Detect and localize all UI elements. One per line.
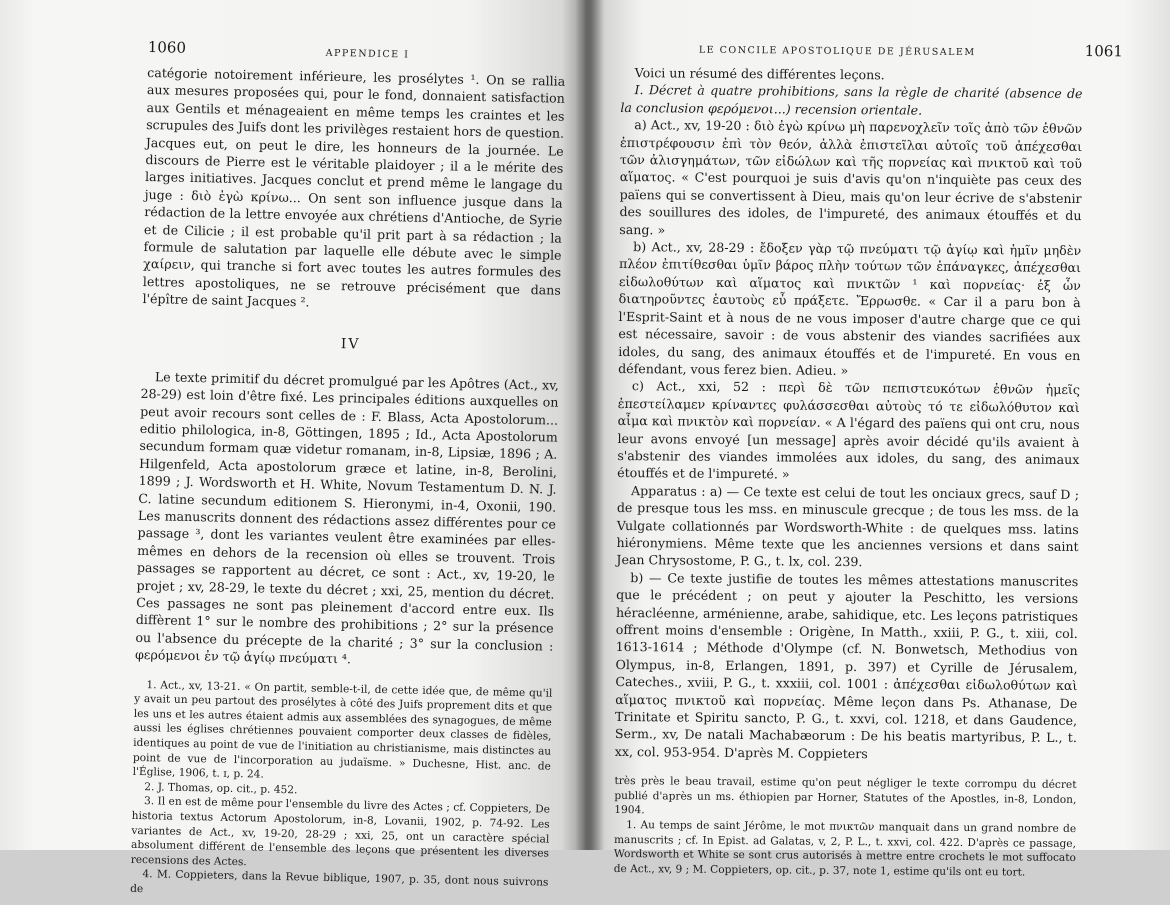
left-page (0, 0, 585, 895)
right-page-number: 1061 (1084, 42, 1123, 61)
right-running-title: LE CONCILE APOSTOLIQUE DE JÉRUSALEM (698, 44, 976, 59)
right-paragraph-a: a) Act., xv, 19-20 : διὸ ἐγὼ κρίνω μὴ παρενοχλεῖν τοῖς ἀπὸ τῶν ἐθνῶν ἐπιστρέφουσιν ἐπὶ τὸν θεόν, ἀλλὰ ἐπιστεῖλαι αὐτοῖς τοῦ ἀπέχεσθαι τῶν ἀλισγημάτων, τῶν εἰδώλων καὶ τῆς πορνείας καὶ πνικτοῦ καὶ τοῦ αἵματος. « C'est pourquoi je suis d'avis qu'on n'inquiète pas ceux des païens qui se convertissent à Dieu, mais qu'on leur écrive de s'abstenir des souillures des idoles, de l'impureté, des animaux étouffés et du sang. » (619, 117, 1083, 238)
right-footnote-1: 1. Au temps de saint Jérôme, le mot πνικτῶν manquait dans un grand nombre de manuscrits ; cf. In Epist. ad Galatas, v, 2, P. L., t. xxvi, col. 422. D'après ce passage, Wordsworth et White se sont crus autorisés à mettre entre crochets le mot suffocato de Act., xv, 9 ; M. Coppieters, op. cit., p. 37, note 1, estime qu'ils ont eu tort. (613, 819, 1077, 879)
right-page (585, 0, 1170, 879)
right-heading-1: I. Décret à quatre prohibitions, sans la règle de charité (absence de la conclusion φερόμενοι...) recension orientale. (620, 82, 1083, 118)
footnote-2: 2. J. Thomas, op. cit., p. 452. (144, 780, 298, 797)
left-page-content (130, 38, 566, 905)
right-paragraph-c: c) Act., xxi, 52 : περὶ δὲ τῶν πεπιστευκότων ἐθνῶν ἡμεῖς ἐπεστείλαμεν κρίναντες φυλάσσεσθαι αὐτοὺς τό τε εἰδωλόθυτον καὶ αἷμα καὶ πνικτὸν καὶ πορνείαν. « A l'égard des païens qui ont cru, nous leur avons envoyé [un message] après avoir décidé qu'ils avaient à s'abstenir des viandes immolées aux idoles, du sang, des animaux étouffés et de l'impureté. » (617, 378, 1081, 482)
right-apparatus-b: b) — Ce texte justifie de toutes les mêmes attestations manuscrites que le précédent ; on peut y ajouter la Peschitto, les versions héracléenne, arménienne, arabe, sahidique, etc. Les leçons patristiques offrent moins d'ensemble : Origène, In Matth., xxiii, P. G., t. xiii, col. 1613-1614 ; Méthode d'Olympe (cf. N. Bonwetsch, Methodius von Olympus, in-8, Erlangen, 1891, p. 397) et Cyrille de Jérusalem, Cateches., xviii, P. G., t. xxxiii, col. 1001 : ἀπέχεσθαι εἰδωλοθύτων καὶ αἵματος πνικτοῦ καὶ πορνείας. Même leçon dans Ps. Athanase, De Trinitate et Spiritu sancto, P. G., t. xxvi, col. 1218, et dans Gaudence, Serm., xv, De natali Machabæorum : De his beatis martyribus, P. L., t. xx, col. 953-954. D'après M. Coppieters (614, 569, 1079, 762)
right-footnotes (614, 774, 1077, 880)
left-paragraph-1: catégorie notoirement inférieure, les prosélytes ¹. On se rallia aux mesures proposées qui, pour le fond, donnaient satisfaction aux Gentils et ménageaient en même temps les craintes et les scrupules des Juifs dont les privilèges restaient hors de question. Jacques eut, on peut le dire, les honneurs de la journée. Le discours de Pierre est le véritable plaidoyer ; il a le mérite des larges initiatives. Jacques conclut et prend même le langage du juge : διὸ ἐγὼ κρίνω... On sent son influence jusque dans la rédaction de la lettre envoyée aux chrétiens d'Antioche, de Syrie et de Cilicie ; il est probable qu'il prit part à sa rédaction ; la formule de salutation par laquelle elle débute avec le simple χαίρειν, qui tranche si fort avec toutes les autres formules des lettres apostoliques, ne se retrouve précisément que dans l'épître de saint Jacques ². (142, 64, 566, 310)
right-running-head (621, 38, 1123, 68)
right-apparatus-a: Apparatus : a) — Ce texte est celui de tout les onciaux grecs, sauf D ; de presque tous les mss. en minuscule grecque ; de tous les mss. de la Vulgate collationnés par Wordsworth-White : de quelques mss. latins hiéronymiens. Même texte que les anciennes versions et dans saint Jean Chrysostome, P. G., t. lx, col. 239. (616, 482, 1080, 570)
footnote-continuation: très près le beau travail, estime qu'on peut négliger le texte corrompu du décret publié d'après un ms. éthiopien par Horner, Statutes of the Apostles, in-8, London, 1904. (614, 775, 1077, 817)
left-paragraph-2: Le texte primitif du décret promulgué par les Apôtres (Act., xv, 28-29) est loin d'être fixé. Les principales éditions auxquelles on peut avoir recours sont celles de : F. Blass, Acta Apostolorum... editio philologica, in-8, Göttingen, 1895 ; Id., Acta Apostolorum secundum formam quæ videtur romanam, in-8, Lipsiæ, 1896 ; A. Hilgenfeld, Acta apostolorum græce et latine, in-8, Berolini, 1899 ; J. Wordsworth et H. White, Novum Testamentum D. N. J. C. latine secundum editionem S. Hieronymi, in-4, Oxonii, 190. Les manuscrits donnent des rédactions assez différentes pour ce passage ³, dont les variantes veulent être examinées par elles-mêmes en dehors de la recension où elles se trouvent. Trois passages se rapportent au décret, ce sont : Act., xv, 19-20, le projet ; xv, 28-29, le texte du décret ; xxi, 25, mention du décret. Ces passages ne sont pas pleinement d'accord entre eux. Ils diffèrent 1° sur le nombre des prohibitions ; 2° sur la présence ou l'absence du précepte de la charité ; 3° sur la conclusion : φερόμενοι ἐν τῷ ἁγίῳ πνεύματι ⁴. (134, 368, 559, 667)
section-heading: IV (340, 335, 361, 353)
right-body-text (615, 64, 1083, 764)
footnote-3: 3. Il en est de même pour l'ensemble du livre des Actes ; cf. Coppieters, De historia textus Actorum Apostolorum, in-8, Lovanii, 1902, p. 74-92. Les variantes de Act., xv, 19-20, 28-29 ; xxi, 25, ont un caractère spécial absolument différent de l'ensemble des leçons que présentent les diverses recensions des Actes. (130, 795, 551, 868)
right-intro: Voici un résumé des différentes leçons. (634, 65, 885, 83)
left-body-text (135, 64, 565, 672)
right-page-content (613, 38, 1123, 880)
left-page-number: 1060 (147, 38, 187, 57)
book-gutter (575, 0, 605, 850)
left-footnotes (130, 677, 552, 905)
footnote-4: 4. M. Coppieters, dans la Revue biblique, 1907, p. 35, dont nous suivrons de (130, 868, 549, 895)
right-paragraph-b: b) Act., xv, 28-29 : ἔδοξεν γὰρ τῷ πνεύματι τῷ ἁγίῳ καὶ ἡμῖν μηδὲν πλέον ἐπιτίθεσθαι ὑμῖν βάρος πλὴν τούτων τῶν ἐπάναγκες, ἀπέχεσθαι εἰδωλοθύτων καὶ αἵματος καὶ πνικτῶν ¹ καὶ πορνείας· ἐξ ὧν διατηροῦντες ἑαυτοὺς εὖ πράξετε. Ἔρρωσθε. « Car il a paru bon à l'Esprit-Saint et à nous de ne vous imposer d'autre charge que ce qui est nécessaire, savoir : de vous abstenir des viandes sacrifiées aux idoles, du sang, des animaux étouffés et de l'impureté. En vous en défendant, vous ferez bien. Adieu. » (618, 239, 1082, 378)
footnote-1: 1. Act., xv, 13-21. « On partit, semble-t-il, de cette idée que, de même qu'il y avait un peu partout des prosélytes à côté des Juifs proprement dits et que les uns et les autres étaient admis aux assemblées des synagogues, de même aussi les églises chrétiennes pouvaient comporter deux classes de fidèles, identiques au point de vue de l'initiation au christianisme, mais distinctes au point de vue de l'incorporation au judaïsme. » Duchesne, Hist. anc. de l'Église, 1906, t. ɪ, p. 24. (132, 678, 553, 781)
left-running-title: APPENDICE I (325, 47, 410, 61)
